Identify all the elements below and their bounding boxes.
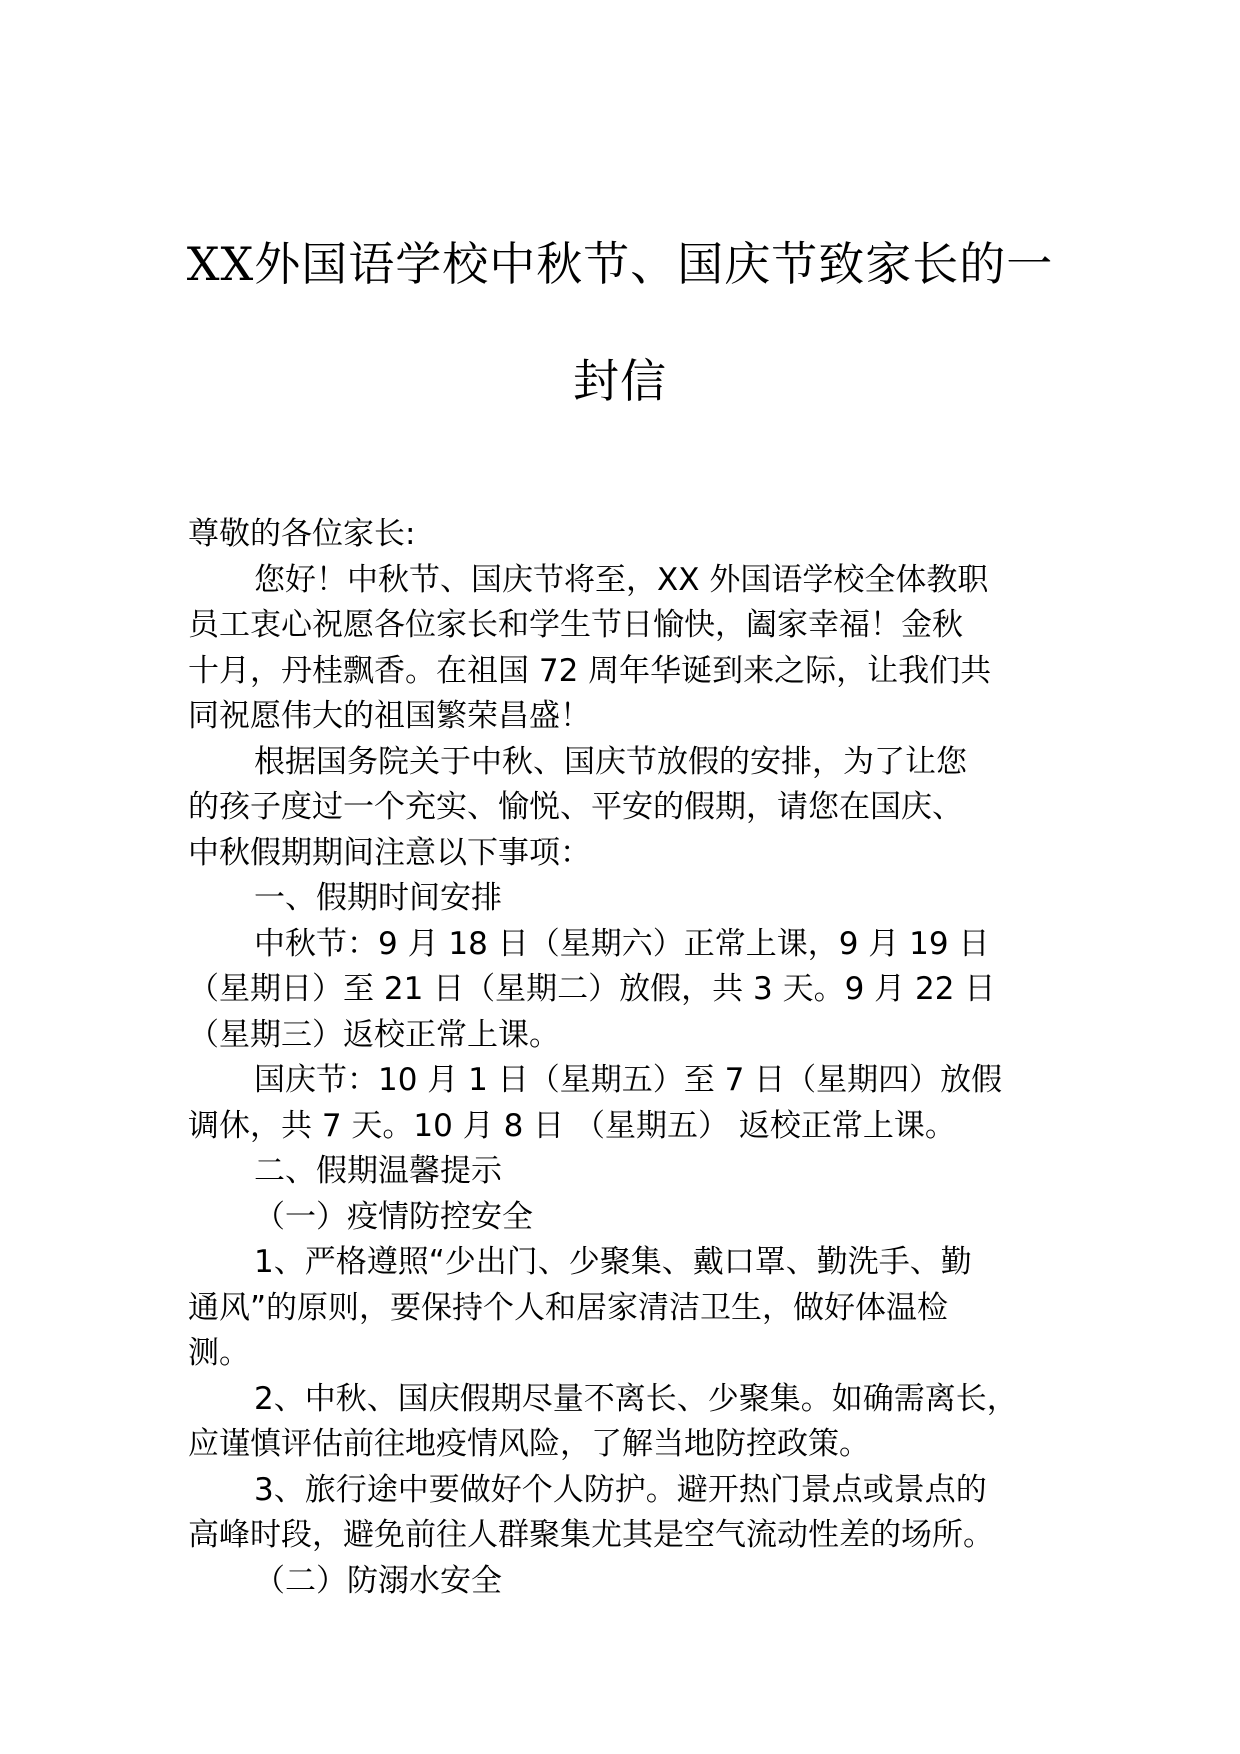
- letter-body: [188, 512, 1058, 1604]
- body-line: 二、假期温馨提示: [254, 1153, 502, 1189]
- body-line: 根据国务院关于中秋、国庆节放假的安排，为了让您: [254, 743, 967, 780]
- body-line: 国庆节：10 月 1 日（星期五）至 7 日（星期四）放假: [254, 1062, 1003, 1098]
- body-line: 的孩子度过一个充实、愉悦、平安的假期，请您在国庆、: [188, 789, 963, 825]
- body-line: 通风”的原则，要保持个人和居家清洁卫生，做好体温检: [188, 1289, 949, 1326]
- body-line: 应谨慎评估前往地疫情风险，了解当地防控政策。: [188, 1426, 870, 1462]
- body-line: 测。: [188, 1335, 250, 1371]
- body-line: 员工衷心祝愿各位家长和学生节日愉快，阖家幸福！金秋: [188, 607, 963, 643]
- body-line: 您好！中秋节、国庆节将至，XX 外国语学校全体教职: [254, 561, 989, 598]
- body-line: （星期日）至 21 日（星期二）放假，共 3 天。9 月 22 日: [188, 971, 996, 1007]
- body-line: 十月，丹桂飘香。在祖国 72 周年华诞到来之际，让我们共: [188, 652, 992, 689]
- document-title-line-1: XX外国语学校中秋节、国庆节致家长的一: [186, 237, 1054, 291]
- body-line: （二）防溺水安全: [254, 1562, 502, 1599]
- body-line: 同祝愿伟大的祖国繁荣昌盛！: [188, 698, 591, 734]
- body-line: 一、假期时间安排: [254, 880, 502, 916]
- body-line: （星期三）返校正常上课。: [188, 1016, 560, 1053]
- body-line: 1、严格遵照“少出门、少聚集、戴口罩、勤洗手、勤: [254, 1244, 972, 1280]
- body-line: 中秋假期期间注意以下事项：: [188, 834, 591, 871]
- body-line: 中秋节：9 月 18 日（星期六）正常上课，9 月 19 日: [254, 925, 990, 962]
- body-line: 调休，共 7 天。10 月 8 日 （星期五） 返校正常上课。: [188, 1107, 956, 1144]
- body-line: 高峰时段，避免前往人群聚集尤其是空气流动性差的场所。: [188, 1517, 994, 1553]
- salutation: 尊敬的各位家长:: [188, 516, 416, 552]
- body-line: 3、旅行途中要做好个人防护。避开热门景点或景点的: [254, 1471, 987, 1508]
- body-line: （一）疫情防控安全: [254, 1198, 533, 1235]
- document-title-line-2: 封信: [573, 354, 667, 408]
- body-line: 2、中秋、国庆假期尽量不离长、少聚集。如确需离长，: [254, 1380, 1018, 1417]
